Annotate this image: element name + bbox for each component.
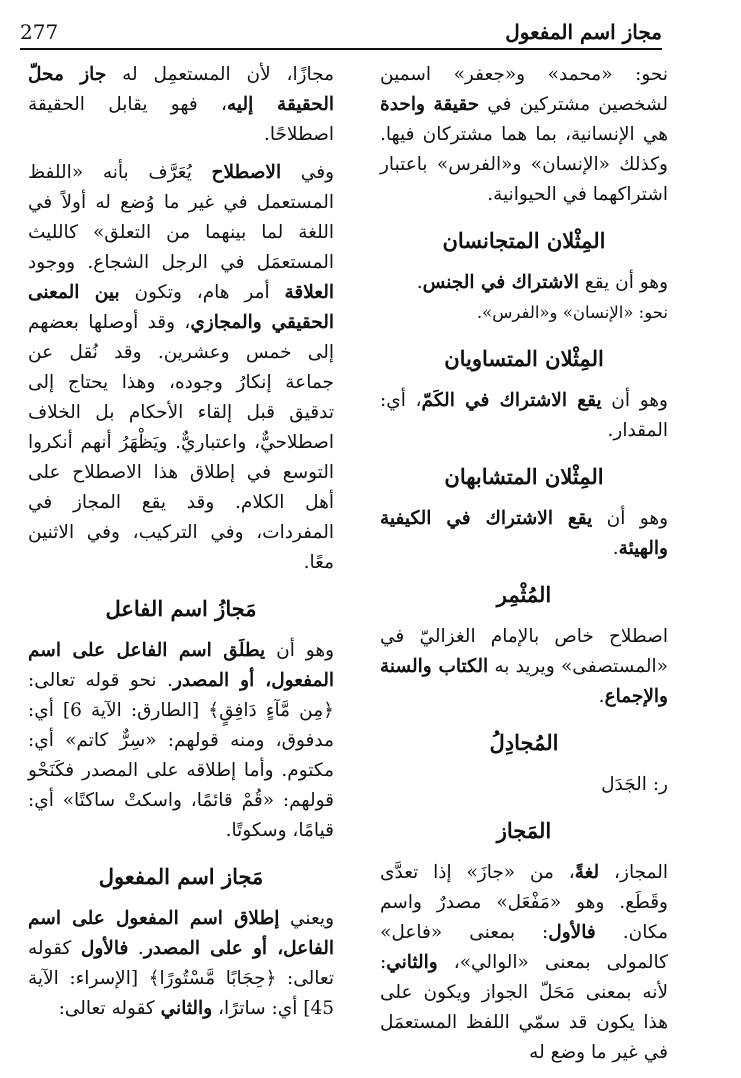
section-heading: المَجاز — [496, 818, 552, 843]
paragraph: المجاز، لغةً، من «جازَ» إذا تعدَّى وقَطَع. وهو «مَفْعَل» مصدرٌ واسم مكان. فالأول: بمعنى «فاعل» كالمولى بمعنى «الوالي»، والثاني: لأنه بمعنى مَحَلّ الجواز ويكون على هذا يكون قد سمّي اللفظ المستعمَل في غير ما وضع له — [380, 862, 668, 1063]
section-heading: المُثْمِر — [496, 582, 552, 607]
paragraph: وهو أن يقع الاشتراك في الكيفية والهيئة. — [380, 508, 669, 559]
paragraph: وهو أن يطلَق اسم الفاعل على اسم المفعول، أو المصدر. نحو قوله تعالى: ﴿مِن مَّآءٍ دَافِقٍ﴾ [الطارق: الآية 6] أي: مدفوق، ومنه قولهم: «سِرٌّ كاتم» أي: مكتوم. وأما إطلاقه على المصدر فكَنَحْو قولهم: «قُمْ قائمًا، واسكتْ ساكتًا» أي: قيامًا، وسكوتًا. — [28, 640, 335, 841]
paragraph: نحو: «محمد» و«جعفر» اسمين لشخصين مشتركين في حقيقة واحدة هي الإنسانية، بما هما مشتركان فيها. وكذلك «الإنسان» و«الفرس» باعتبار اشتراكهما في الحيوانية. — [380, 64, 669, 205]
paragraph: وهو أن يقع الاشتراك في الكَمّ، أي: المقدار. — [380, 390, 668, 441]
section-heading: المِثْلان المتجانسان — [442, 228, 606, 253]
left-column — [28, 60, 334, 1032]
section-heading: المُجادِلُ — [489, 730, 559, 755]
paragraph: ويعني إطلاق اسم المفعول على اسم الفاعل، أو على المصدر. فالأول كقوله تعالى: ﴿حِجَابًا مَّسْتُورًا﴾ [الإسراء: الآية 45] أي: ساترًا، والثاني كقوله تعالى: — [28, 908, 335, 1019]
paragraph: مجازًا، لأن المستعمِل له جاز محلّ الحقيقة إليه، فهو يقابل الحقيقة اصطلاحًا. — [28, 64, 335, 145]
paragraph: وفي الاصطلاح يُعَرَّف بأنه «اللفظ المستعمل في غير ما وُضع له أولاً في اللغة لما بينهما من التعلق» كالليث المستعمَل في الرجل الشجاع. ووجود العلاقة أمر هام، وتكون بين المعنى الحقيقي والمجازي، وقد أوصلها بعضهم إلى خمس وعشرين. وقد نُقل عن جماعة إنكارُ وجوده، وهذا يحتاج إلى تدقيق قبل إلقاء الأحكام بل الخلاف اصطلاحيٌّ، واعتباريٌّ. ويَظْهَرُ أنهم أنكروا التوسع في إطلاق هذا الاصطلاح على أهل الكلام. وقد يقع المجاز في المفردات، وفي التركيب، وفي الاثنين معًا. — [28, 162, 335, 573]
paragraph: ر: الجَدَل — [601, 774, 668, 795]
section-heading: مَجازُ اسم الفاعل — [105, 596, 257, 621]
page-header — [20, 14, 662, 50]
running-title: مجاز اسم المفعول — [505, 20, 662, 44]
section-heading: المِثْلان المتشابهان — [444, 464, 604, 489]
section-heading: المِثْلان المتساويان — [444, 346, 604, 371]
right-column — [380, 60, 668, 1076]
paragraph: وهو أن يقع الاشتراك في الجنس. نحو: «الإنسان» و«الفرس». — [416, 272, 668, 322]
paragraph: اصطلاح خاص بالإمام الغزاليّ في «المستصفى» ويريد به الكتاب والسنة والإجماع. — [380, 626, 668, 707]
section-heading: مَجاز اسم المفعول — [98, 864, 264, 889]
page-number: 277 — [20, 20, 59, 44]
